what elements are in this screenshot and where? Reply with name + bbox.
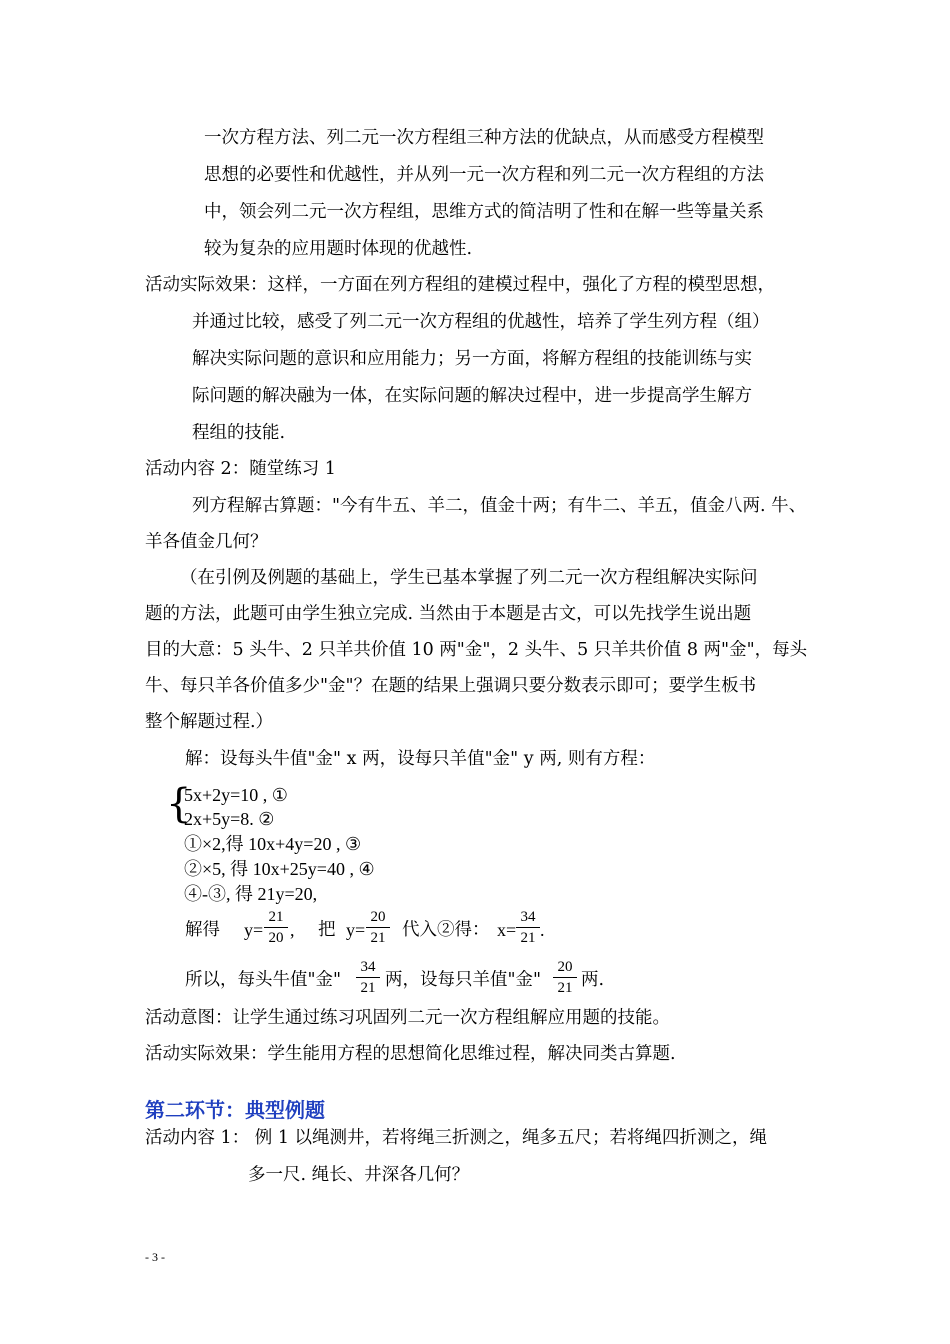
text-fragment: 解得 <box>185 920 220 940</box>
solution-intro: 解：设每头牛值"金" x 两，设每只羊值"金" y 两, 则有方程： <box>185 749 656 769</box>
text-line: 中，领会列二元一次方程组，思维方式的简洁明了性和在解一些等量关系 <box>204 202 764 222</box>
fraction <box>516 908 540 947</box>
fraction <box>264 908 288 947</box>
text-fragment: 代入②得： <box>402 920 490 940</box>
text-line: 活动意图：让学生通过练习巩固列二元一次方程组解应用题的技能。 <box>145 1008 670 1028</box>
text-line: 际问题的解决融为一体，在实际问题的解决过程中，进一步提高学生解方 <box>192 386 752 406</box>
text-line: 牛、每只羊各价值多少"金"？在题的结果上强调只要分数表示即可；要学生板书 <box>145 676 757 696</box>
text-fragment: 把 <box>318 920 336 940</box>
text-line: 活动内容 2：随堂练习 1 <box>145 459 336 479</box>
text-line: 程组的技能. <box>192 423 286 443</box>
denominator: 21 <box>557 980 573 996</box>
fraction-bar <box>356 977 380 978</box>
equation: 2x+5y=8. ② <box>184 809 275 829</box>
math-fragment: y= <box>244 920 264 940</box>
text-line: 并通过比较，感受了列二元一次方程组的优越性，培养了学生列方程（组） <box>192 312 770 332</box>
fraction-bar <box>553 977 577 978</box>
fraction-bar <box>516 927 540 928</box>
section-heading: 第二环节：典型例题 <box>145 1098 325 1122</box>
equation: 5x+2y=10 , ① <box>184 785 288 805</box>
system-brace: { <box>166 781 192 827</box>
text-line: 羊各值金几何？ <box>145 532 268 552</box>
text-line: 较为复杂的应用题时体现的优越性. <box>204 239 473 259</box>
numerator: 20 <box>370 909 386 925</box>
page-number: - 3 - <box>145 1250 165 1264</box>
numerator: 34 <box>520 909 536 925</box>
equation: ④-③, 得 21y=20, <box>184 884 318 904</box>
text-fragment: 两. <box>581 970 605 990</box>
text-line: 一次方程方法、列二元一次方程组三种方法的优缺点，从而感受方程模型 <box>204 128 764 148</box>
fraction <box>356 958 380 997</box>
denominator: 21 <box>360 980 376 996</box>
math-fragment: , <box>290 920 295 940</box>
denominator: 20 <box>268 930 284 946</box>
text-line: 整个解题过程.） <box>145 712 274 732</box>
fraction <box>366 908 390 947</box>
text-fragment: 两，设每只羊值"金" <box>385 970 542 990</box>
text-line: 列方程解古算题："今有牛五、羊二，值金十两；有牛二、羊五，值金八两. 牛、 <box>192 496 807 516</box>
text-line: 多一尺. 绳长、井深各几何？ <box>248 1165 470 1185</box>
text-fragment: 所以，每头牛值"金" <box>185 970 342 990</box>
math-fragment: . <box>540 920 545 940</box>
numerator: 34 <box>360 959 376 975</box>
math-fragment: x= <box>497 920 517 940</box>
fraction-bar <box>366 927 390 928</box>
text-line: 目的大意：5 头牛、2 只羊共价值 10 两"金"，2 头牛、5 只羊共价值 8 两"金"，每头 <box>145 640 808 660</box>
text-line: （在引例及例题的基础上，学生已基本掌握了列二元一次方程组解决实际问 <box>180 568 758 588</box>
fraction-bar <box>264 927 288 928</box>
denominator: 21 <box>370 930 386 946</box>
text-line: 思想的必要性和优越性，并从列一元一次方程和列二元一次方程组的方法 <box>204 165 764 185</box>
text-line: 题的方法，此题可由学生独立完成. 当然由于本题是古文，可以先找学生说出题 <box>145 604 752 624</box>
text-line: 活动实际效果：学生能用方程的思想简化思维过程，解决同类古算题. <box>145 1044 676 1064</box>
text-line: 活动内容 1： 例 1 以绳测井，若将绳三折测之，绳多五尺；若将绳四折测之，绳 <box>145 1128 768 1148</box>
text-line: 活动实际效果：这样，一方面在列方程组的建模过程中，强化了方程的模型思想， <box>145 275 775 295</box>
equation: ②×5, 得 10x+25y=40 , ④ <box>184 859 375 879</box>
equation: ①×2,得 10x+4y=20 , ③ <box>184 834 362 854</box>
numerator: 21 <box>268 909 284 925</box>
text-line: 解决实际问题的意识和应用能力；另一方面，将解方程组的技能训练与实 <box>192 349 752 369</box>
numerator: 20 <box>557 959 573 975</box>
fraction <box>553 958 577 997</box>
math-fragment: y= <box>346 920 366 940</box>
denominator: 21 <box>520 930 536 946</box>
